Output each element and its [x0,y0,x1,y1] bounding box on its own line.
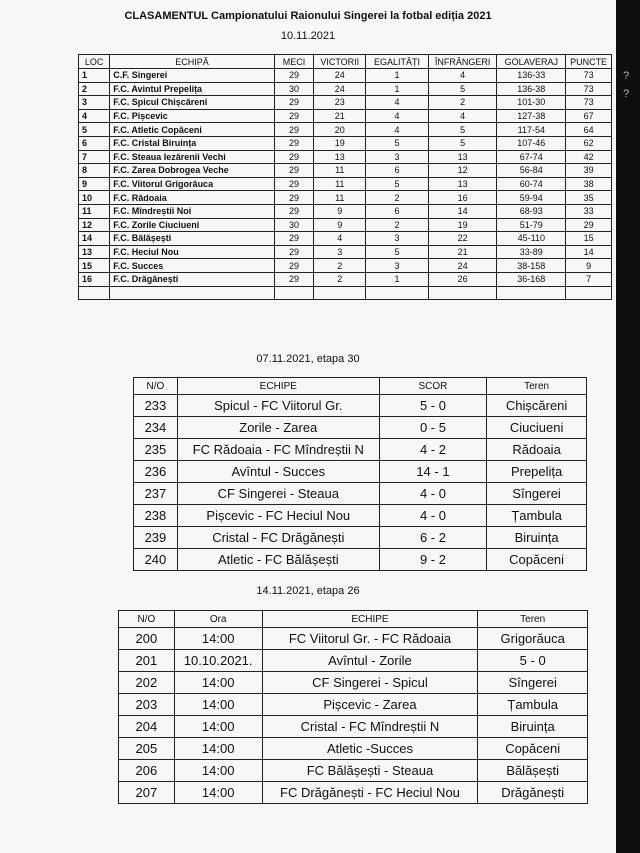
cell-points: 73 [566,82,612,96]
standings-table [78,54,612,300]
cell-points: 35 [566,191,612,205]
col-header-loc: LOC [79,55,110,69]
col-header-points: PUNCTE [566,55,612,69]
cell-points: 38 [566,177,612,191]
cell-match-number: 233 [134,395,178,417]
cell-position: 1 [79,69,110,83]
table-row [79,259,612,273]
col-header-team: ECHIPĂ [110,55,274,69]
empty-cell [274,286,314,300]
cell-score: 9 - 2 [379,549,487,571]
cell-score: 6 - 2 [379,527,487,549]
cell-goal-difference: 127-38 [497,109,566,123]
cell-match-number: 240 [134,549,178,571]
cell-teams: Zorile - Zarea [177,417,379,439]
col-header-time: Ora [174,611,262,628]
cell-goal-difference: 136-38 [497,82,566,96]
cell-goal-difference: 38-158 [497,259,566,273]
cell-draws: 6 [366,164,428,178]
empty-cell [366,286,428,300]
table-row [79,109,612,123]
empty-cell [566,286,612,300]
cell-team: F.C. Viitorul Grigorăuca [110,177,274,191]
cell-match-number: 202 [119,672,175,694]
cell-losses: 5 [428,123,497,137]
cell-match-number: 237 [134,483,178,505]
empty-cell [110,286,274,300]
cell-time: 14:00 [174,738,262,760]
cell-team: F.C. Atletic Copăceni [110,123,274,137]
round26-heading: 14.11.2021, etapa 26 [256,585,360,597]
cell-match-number: 200 [119,628,175,650]
cell-team: F.C. Steaua Iezărenii Vechi [110,150,274,164]
cell-position: 8 [79,164,110,178]
cell-losses: 4 [428,109,497,123]
cell-points: 73 [566,69,612,83]
edge-mark: ? [623,70,630,82]
cell-goal-difference: 101-30 [497,96,566,110]
table-row [134,439,587,461]
cell-teams: Atletic -Succes [262,738,478,760]
cell-losses: 14 [428,204,497,218]
cell-position: 7 [79,150,110,164]
cell-time: 14:00 [174,672,262,694]
empty-row [79,286,612,300]
cell-field: Copăceni [487,549,587,571]
cell-time: 14:00 [174,782,262,804]
cell-draws: 3 [366,232,428,246]
cell-matches: 30 [274,218,314,232]
cell-team: C.F. Singerei [110,69,274,83]
table-row [134,417,587,439]
cell-points: 29 [566,218,612,232]
cell-wins: 2 [314,272,366,286]
cell-team: F.C. Bălășești [110,232,274,246]
cell-goal-difference: 68-93 [497,204,566,218]
cell-draws: 6 [366,204,428,218]
cell-field: Biruința [487,527,587,549]
table-row [119,672,588,694]
cell-time: 10.10.2021. [174,650,262,672]
cell-matches: 29 [274,164,314,178]
cell-match-number: 201 [119,650,175,672]
cell-position: 6 [79,136,110,150]
cell-teams: Pișcevic - Zarea [262,694,478,716]
cell-wins: 3 [314,245,366,259]
cell-draws: 5 [366,136,428,150]
cell-draws: 1 [366,82,428,96]
cell-points: 73 [566,96,612,110]
cell-matches: 29 [274,136,314,150]
cell-teams: Avîntul - Succes [177,461,379,483]
cell-position: 2 [79,82,110,96]
cell-position: 15 [79,259,110,273]
cell-team: F.C. Spicul Chișcăreni [110,96,274,110]
cell-matches: 29 [274,69,314,83]
round30-heading: 07.11.2021, etapa 30 [256,353,360,365]
cell-wins: 11 [314,164,366,178]
col-header-teams: ECHIPE [177,378,379,395]
cell-team: F.C. Avintul Prepelița [110,82,274,96]
cell-losses: 21 [428,245,497,259]
cell-field: 5 - 0 [478,650,588,672]
cell-teams: Spicul - FC Viitorul Gr. [177,395,379,417]
cell-team: F.C. Zorile Ciuciueni [110,218,274,232]
cell-position: 12 [79,218,110,232]
cell-score: 0 - 5 [379,417,487,439]
cell-losses: 26 [428,272,497,286]
cell-teams: Avîntul - Zorile [262,650,478,672]
table-row [79,232,612,246]
cell-goal-difference: 117-54 [497,123,566,137]
cell-losses: 2 [428,96,497,110]
cell-teams: FC Drăgănești - FC Heciul Nou [262,782,478,804]
round30-header-row [134,378,587,395]
cell-losses: 16 [428,191,497,205]
cell-goal-difference: 33-89 [497,245,566,259]
cell-field: Grigorăuca [478,628,588,650]
cell-matches: 29 [274,150,314,164]
cell-position: 11 [79,204,110,218]
col-header-draws: EGALITĂȚI [366,55,428,69]
table-row [119,782,588,804]
col-header-score: SCOR [379,378,487,395]
cell-wins: 21 [314,109,366,123]
table-row [79,96,612,110]
cell-matches: 29 [274,109,314,123]
cell-time: 14:00 [174,716,262,738]
col-header-losses: ÎNFRÂNGERI [428,55,497,69]
cell-field: Sîngerei [487,483,587,505]
cell-score: 4 - 0 [379,505,487,527]
cell-match-number: 235 [134,439,178,461]
cell-position: 10 [79,191,110,205]
cell-wins: 9 [314,218,366,232]
cell-losses: 19 [428,218,497,232]
cell-position: 13 [79,245,110,259]
cell-position: 3 [79,96,110,110]
table-row [79,136,612,150]
cell-field: Ciuciueni [487,417,587,439]
cell-matches: 29 [274,204,314,218]
cell-losses: 24 [428,259,497,273]
cell-goal-difference: 136-33 [497,69,566,83]
cell-wins: 24 [314,69,366,83]
cell-teams: FC Bălășești - Steaua [262,760,478,782]
table-row [79,245,612,259]
cell-teams: Cristal - FC Mîndreștii N [262,716,478,738]
cell-position: 5 [79,123,110,137]
table-row [79,69,612,83]
cell-match-number: 234 [134,417,178,439]
cell-team: F.C. Drăgănești [110,272,274,286]
cell-match-number: 239 [134,527,178,549]
cell-draws: 5 [366,245,428,259]
col-header-goals: GOLAVERAJ [497,55,566,69]
cell-goal-difference: 56-84 [497,164,566,178]
cell-wins: 9 [314,204,366,218]
cell-matches: 29 [274,191,314,205]
cell-losses: 22 [428,232,497,246]
cell-match-number: 207 [119,782,175,804]
table-row [79,191,612,205]
cell-draws: 4 [366,109,428,123]
cell-goal-difference: 60-74 [497,177,566,191]
table-row [134,505,587,527]
cell-matches: 29 [274,232,314,246]
cell-draws: 4 [366,123,428,137]
cell-points: 9 [566,259,612,273]
round26-header-row [119,611,588,628]
cell-wins: 4 [314,232,366,246]
cell-match-number: 204 [119,716,175,738]
cell-match-number: 236 [134,461,178,483]
photo-edge [616,0,640,853]
cell-goal-difference: 59-94 [497,191,566,205]
cell-score: 5 - 0 [379,395,487,417]
cell-points: 15 [566,232,612,246]
cell-team: F.C. Zarea Dobrogea Veche [110,164,274,178]
cell-points: 39 [566,164,612,178]
cell-position: 16 [79,272,110,286]
cell-wins: 19 [314,136,366,150]
standings-header-row [79,55,612,69]
col-header-wins: VICTORII [314,55,366,69]
table-row [79,218,612,232]
cell-field: Bălășești [478,760,588,782]
table-row [79,123,612,137]
cell-goal-difference: 45-110 [497,232,566,246]
table-row [79,150,612,164]
cell-teams: CF Singerei - Steaua [177,483,379,505]
table-row [134,395,587,417]
cell-matches: 29 [274,245,314,259]
cell-teams: Pișcevic - FC Heciul Nou [177,505,379,527]
col-header-no: N/O [119,611,175,628]
col-header-field: Teren [487,378,587,395]
cell-points: 14 [566,245,612,259]
cell-draws: 2 [366,191,428,205]
table-row [119,694,588,716]
cell-score: 14 - 1 [379,461,487,483]
round26-table [118,610,588,804]
col-header-no: N/O [134,378,178,395]
cell-wins: 23 [314,96,366,110]
cell-losses: 12 [428,164,497,178]
cell-points: 33 [566,204,612,218]
table-row [134,527,587,549]
cell-team: F.C. Succes [110,259,274,273]
table-row [79,164,612,178]
table-row [119,650,588,672]
table-row [79,177,612,191]
cell-wins: 11 [314,191,366,205]
cell-teams: CF Singerei - Spicul [262,672,478,694]
round30-table [133,377,587,571]
cell-points: 64 [566,123,612,137]
cell-team: F.C. Rădoaia [110,191,274,205]
cell-draws: 4 [366,96,428,110]
cell-teams: FC Rădoaia - FC Mîndreștii N [177,439,379,461]
cell-match-number: 206 [119,760,175,782]
cell-matches: 29 [274,123,314,137]
empty-cell [497,286,566,300]
cell-matches: 29 [274,96,314,110]
table-row [134,549,587,571]
cell-match-number: 203 [119,694,175,716]
cell-wins: 11 [314,177,366,191]
cell-matches: 30 [274,82,314,96]
cell-field: Prepelița [487,461,587,483]
table-row [134,461,587,483]
empty-cell [79,286,110,300]
cell-field: Rădoaia [487,439,587,461]
cell-score: 4 - 2 [379,439,487,461]
cell-field: Biruința [478,716,588,738]
cell-draws: 5 [366,177,428,191]
edge-mark: ? [623,88,630,100]
table-row [134,483,587,505]
cell-teams: Cristal - FC Drăgănești [177,527,379,549]
document-date: 10.11.2021 [280,30,336,42]
cell-points: 7 [566,272,612,286]
cell-teams: Atletic - FC Bălășești [177,549,379,571]
cell-goal-difference: 36-168 [497,272,566,286]
cell-field: Copăceni [478,738,588,760]
cell-wins: 24 [314,82,366,96]
cell-matches: 29 [274,177,314,191]
cell-points: 67 [566,109,612,123]
cell-team: F.C. Pișcevic [110,109,274,123]
cell-draws: 3 [366,259,428,273]
cell-losses: 13 [428,150,497,164]
cell-teams: FC Viitorul Gr. - FC Rădoaia [262,628,478,650]
cell-goal-difference: 67-74 [497,150,566,164]
col-header-teams: ECHIPE [262,611,478,628]
cell-field: Țambula [487,505,587,527]
cell-draws: 2 [366,218,428,232]
cell-goal-difference: 107-46 [497,136,566,150]
document-title: CLASAMENTUL Campionatului Raionului Singerei la fotbal ediția 2021 [124,10,492,22]
table-row [79,204,612,218]
cell-field: Chișcăreni [487,395,587,417]
cell-losses: 5 [428,136,497,150]
cell-team: F.C. Mîndreștii Noi [110,204,274,218]
table-row [79,272,612,286]
cell-time: 14:00 [174,694,262,716]
cell-losses: 5 [428,82,497,96]
cell-team: F.C. Cristal Biruința [110,136,274,150]
cell-points: 62 [566,136,612,150]
cell-losses: 4 [428,69,497,83]
cell-matches: 29 [274,272,314,286]
cell-draws: 1 [366,69,428,83]
table-row [119,716,588,738]
cell-position: 4 [79,109,110,123]
cell-wins: 2 [314,259,366,273]
cell-losses: 13 [428,177,497,191]
cell-field: Sîngerei [478,672,588,694]
cell-position: 9 [79,177,110,191]
col-header-matches: MECI [274,55,314,69]
table-row [119,628,588,650]
cell-wins: 20 [314,123,366,137]
cell-draws: 3 [366,150,428,164]
table-row [119,738,588,760]
cell-time: 14:00 [174,760,262,782]
col-header-field: Teren [478,611,588,628]
cell-wins: 13 [314,150,366,164]
cell-position: 14 [79,232,110,246]
table-row [119,760,588,782]
cell-draws: 1 [366,272,428,286]
cell-field: Țambula [478,694,588,716]
cell-score: 4 - 0 [379,483,487,505]
cell-goal-difference: 51-79 [497,218,566,232]
cell-time: 14:00 [174,628,262,650]
cell-matches: 29 [274,259,314,273]
cell-points: 42 [566,150,612,164]
cell-field: Drăgănești [478,782,588,804]
cell-match-number: 238 [134,505,178,527]
empty-cell [428,286,497,300]
cell-team: F.C. Heciul Nou [110,245,274,259]
table-row [79,82,612,96]
cell-match-number: 205 [119,738,175,760]
empty-cell [314,286,366,300]
